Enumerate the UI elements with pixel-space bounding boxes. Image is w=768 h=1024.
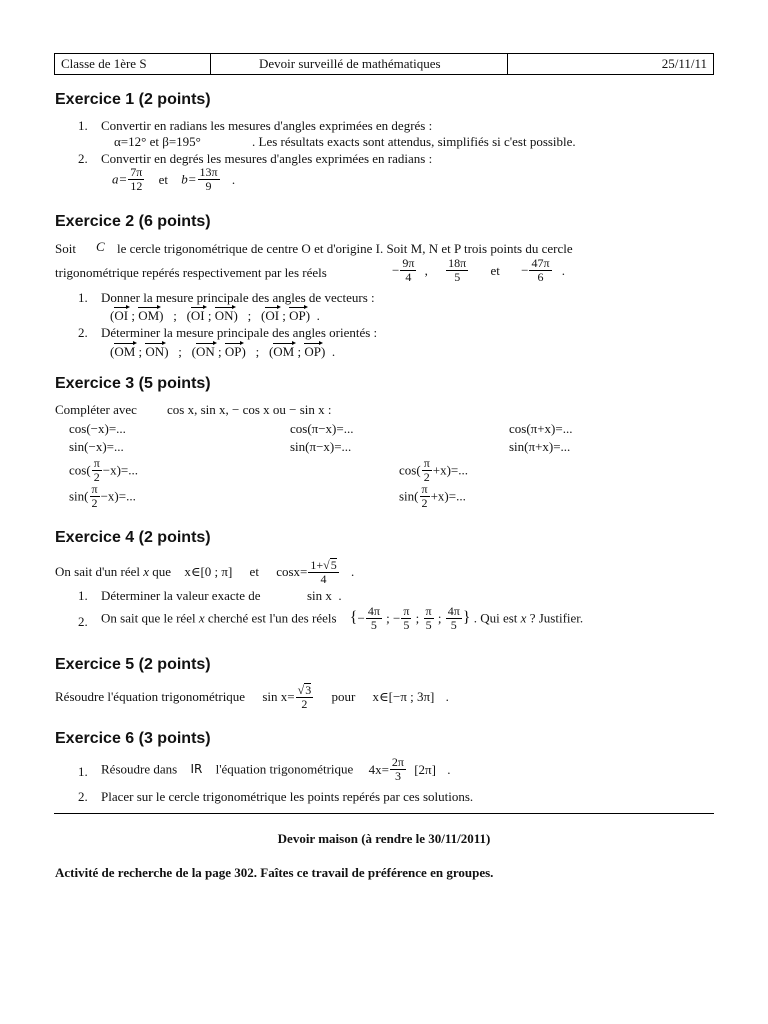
ex3-cell: sin(π+x)=... [509, 439, 571, 454]
ex6-q2-number: 2. [78, 789, 88, 804]
header-divider [507, 54, 508, 74]
ex4-q2-number: 2. [78, 614, 88, 629]
ex4-q2-line: On sait que le réel x cherché est l'un des réels {− $\frac{4\pi}{5}$ ; − $\frac{\pi}{5}$ ; $\frac{\pi}{5}$ ; $\frac{4\pi}{5}$ } . Qui est x ? Justifier. [101, 604, 584, 632]
ex6-q2-text: Placer sur le cercle trigonométrique les points repérés par ces solutions. [101, 789, 474, 804]
exercise-6-title: Exercice 6 (3 points) [55, 730, 211, 747]
ex3-cell: sin(−x)=... [69, 439, 124, 454]
exercise-4-title: Exercice 4 (2 points) [55, 529, 211, 546]
ex4-q1-text: Déterminer la valeur exacte de [101, 588, 261, 603]
ex2-intro-soit: Soit [55, 241, 76, 256]
ex3-cell: sin(π−x)=... [290, 439, 352, 454]
exercise-3-title: Exercice 3 (5 points) [55, 375, 211, 392]
ex1-a-expression: a= $\frac{7\pi}{12}$ et b= $\frac{13\pi}{9}$ . [112, 165, 236, 193]
homework-title: Devoir maison (à rendre le 30/11/2011) [277, 831, 491, 846]
ex2-reals: − $\frac{9\pi}{4}$ , $\frac{18\pi}{5}$ et − $\frac{47\pi}{6}$ . [392, 256, 566, 284]
ex3-cell: cos(−x)=... [69, 421, 126, 436]
ex2-q1-number: 1. [78, 290, 88, 305]
ex1-q2-text: Convertir en degrés les mesures d'angles exprimées en radians : [101, 151, 433, 166]
header-divider [210, 54, 211, 74]
ex2-intro-line1: le cercle trigonométrique de centre O et d'origine I. Soit M, N et P trois points du cercle [117, 241, 573, 256]
ex3-cos-pi2-minus: cos( $\frac{\pi}{2}$ −x)=... [69, 456, 138, 484]
ex4-q1-math: sin x . [307, 588, 342, 603]
ex1-q1-text: Convertir en radians les mesures d'angles exprimées en degrés : [101, 118, 433, 133]
document-title: Devoir surveillé de mathématiques [259, 56, 441, 71]
ex3-sin-pi2-plus: sin( $\frac{\pi}{2}$ +x)=... [399, 482, 466, 510]
ex6-q1-line: Résoudre dans IR l'équation trigonométrique 4x= $\frac{2\pi}{3}$ [2π] . [101, 755, 451, 783]
ex3-cell: cos(π−x)=... [290, 421, 354, 436]
section-divider [54, 813, 714, 814]
exercise-1-title: Exercice 1 (2 points) [55, 91, 211, 108]
ex1-q1-math: α=12° et β=195° [114, 134, 201, 149]
ex4-q1-number: 1. [78, 588, 88, 603]
ex2-circle-symbol: C [96, 239, 105, 254]
header-table [54, 53, 714, 75]
ex2-q2-text: Déterminer la mesure principale des angles orientés : [101, 325, 378, 340]
exercise-5-title: Exercice 5 (2 points) [55, 656, 211, 673]
homework-text: Activité de recherche de la page 302. Faîtes ce travail de préférence en groupes. [55, 865, 494, 880]
ex1-q1-number: 1. [78, 118, 88, 133]
ex2-q2-vectors: (OM ; ON) ; (ON ; OP) ; (OM ; OP) . [110, 344, 336, 359]
ex2-q2-number: 2. [78, 325, 88, 340]
exercise-2-title: Exercice 2 (6 points) [55, 213, 211, 230]
ex3-cos-pi2-plus: cos( $\frac{\pi}{2}$ +x)=... [399, 456, 468, 484]
ex3-intro: Compléter avec [55, 402, 137, 417]
document-date: 25/11/11 [661, 56, 707, 71]
ex2-q1-text: Donner la mesure principale des angles de vecteurs : [101, 290, 375, 305]
ex2-intro-line2: trigonométrique repérés respectivement par les réels [55, 265, 327, 280]
ex6-q1-number: 1. [78, 764, 88, 779]
ex2-q1-vectors: (OI ; OM) ; (OI ; ON) ; (OI ; OP) . [110, 308, 320, 323]
ex5-line: Résoudre l'équation trigonométrique sin x= $\frac{√3}{2}$ pour x∈[−π ; 3π] . [55, 683, 449, 711]
ex4-intro-line: On sait d'un réel x que x∈[0 ; π] et cosx= $\frac{1+√5}{4}$ . [55, 558, 355, 586]
ex3-sin-pi2-minus: sin( $\frac{\pi}{2}$ −x)=... [69, 482, 136, 510]
ex3-cell: cos(π+x)=... [509, 421, 573, 436]
class-label: Classe de 1ère S [61, 56, 147, 71]
ex1-q1-tail: . Les résultats exacts sont attendus, simplifiés si c'est possible. [252, 134, 576, 149]
ex3-intro-math: cos x, sin x, − cos x ou − sin x : [167, 402, 332, 417]
ex1-q2-number: 2. [78, 151, 88, 166]
